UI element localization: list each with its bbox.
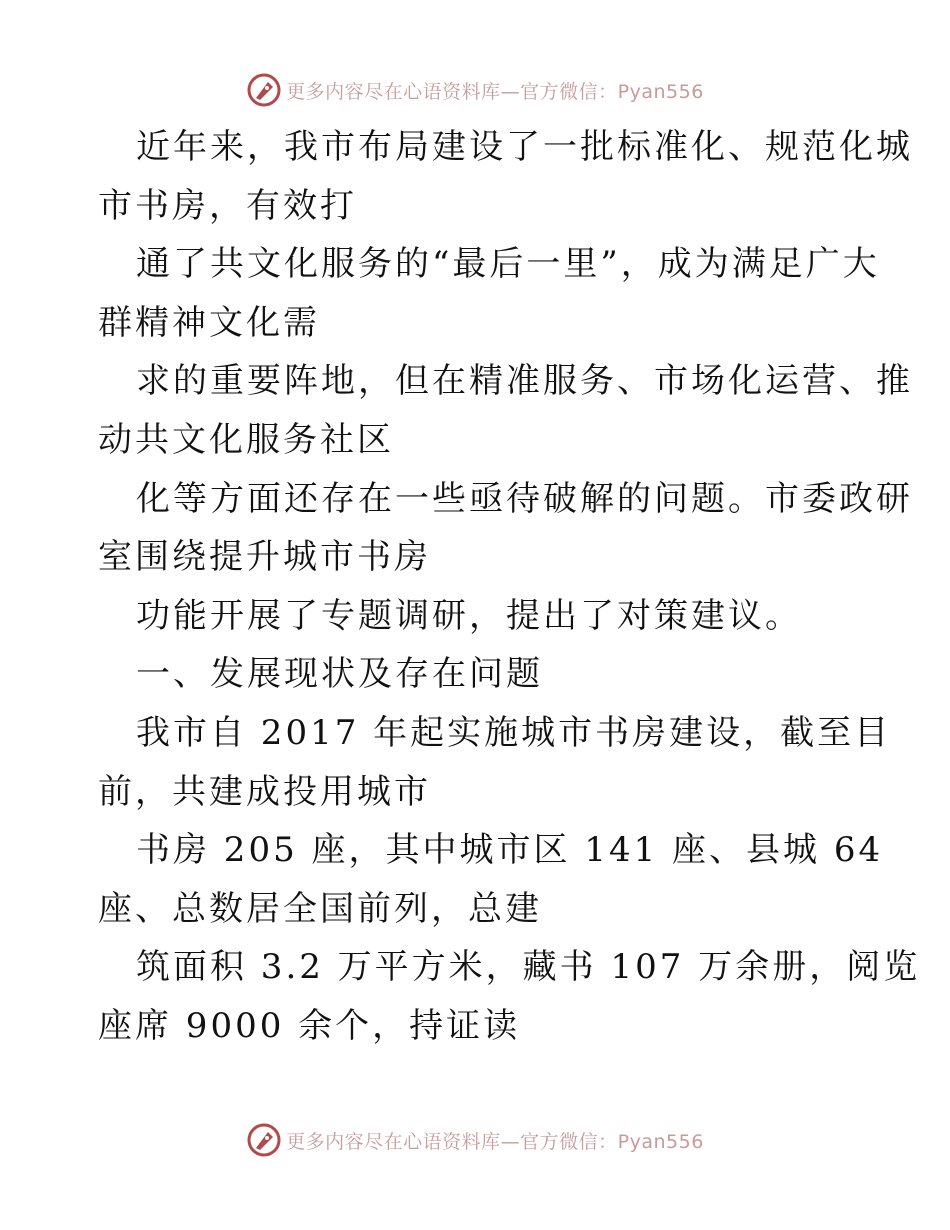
text-line: 市书房，有效打: [98, 185, 357, 226]
text-line: 通了共文化服务的“最后一里”，成为满足广大: [136, 244, 880, 285]
text-line: 群精神文化需: [98, 302, 320, 343]
text-line: 动共文化服务社区: [98, 419, 394, 460]
header-watermark: [0, 70, 950, 110]
watermark-text: 更多内容尽在心语资料库—官方微信：Pyan556: [286, 1130, 704, 1153]
text-line: 筑面积 3.2 万平方米，藏书 107 万余册，阅览: [136, 947, 921, 988]
text-line: 化等方面还存在一些亟待破解的问题。市委政研: [136, 478, 913, 519]
text-line: 近年来，我市布局建设了一批标准化、规范化城: [136, 127, 913, 167]
text-line: 功能开展了专题调研，提出了对策建议。: [136, 595, 802, 636]
footer-watermark: [0, 1120, 950, 1160]
text-line: 书房 205 座，其中城市区 141 座、县城 64: [136, 830, 884, 871]
text-line: 求的重要阵地，但在精准服务、市场化运营、推: [136, 361, 913, 402]
section-heading: 一、发展现状及存在问题: [136, 654, 543, 695]
document-body: [98, 118, 921, 1056]
text-line: 我市自 2017 年起实施城市书房建设，截至目: [136, 712, 892, 753]
pen-nib-logo-icon: [246, 1122, 282, 1158]
pen-nib-logo-icon: [246, 72, 282, 108]
text-line: 座席 9000 余个，持证读: [98, 1005, 521, 1046]
text-line: 座、总数居全国前列，总建: [98, 888, 542, 929]
text-line: 前，共建成投用城市: [98, 771, 431, 812]
text-line: 室围绕提升城市书房: [98, 537, 431, 578]
watermark-text: 更多内容尽在心语资料库—官方微信：Pyan556: [286, 80, 704, 103]
